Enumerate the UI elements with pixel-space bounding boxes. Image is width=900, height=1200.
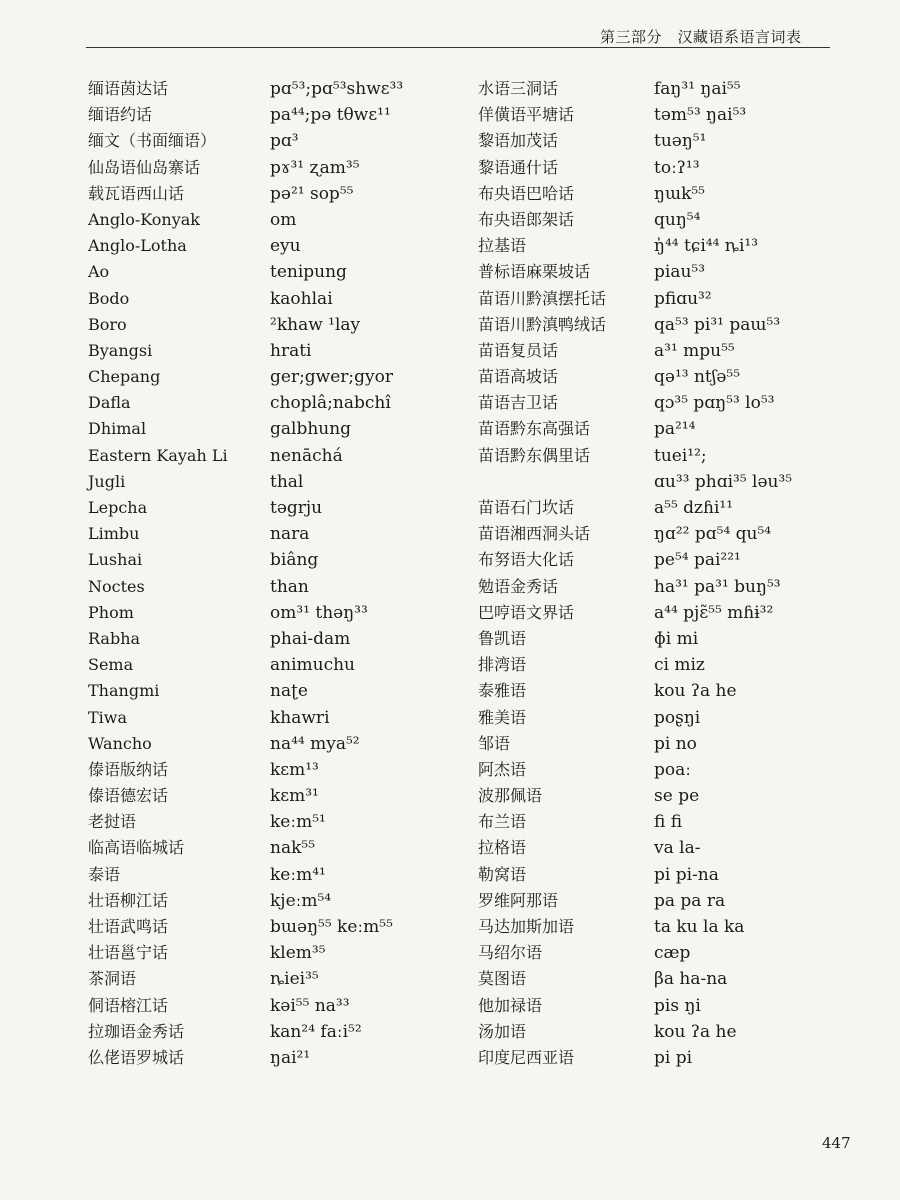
word-form: pɑ⁵³;pɑ⁵³shwɛ³³	[270, 79, 404, 99]
language-name: 傣语德宏话	[88, 786, 169, 806]
word-form: biâng	[270, 550, 319, 571]
language-name: Dafla	[88, 393, 131, 413]
word-form: keːm⁵¹	[270, 812, 326, 833]
language-name: 佯僙语平塘话	[478, 105, 575, 125]
word-form: kou ʔa he	[654, 1021, 737, 1042]
word-form: phai-dam	[270, 628, 351, 649]
language-name: Byangsi	[88, 340, 153, 360]
word-form: ta ku la ka	[654, 917, 745, 937]
language-name: Rabha	[88, 628, 141, 648]
word-form: va la-	[654, 838, 701, 859]
language-name: 缅文（书面缅语）	[88, 131, 217, 151]
word-form: a³¹ mpu⁵⁵	[654, 340, 735, 361]
language-name: Noctes	[88, 576, 145, 596]
word-form: βa ha-na	[654, 969, 728, 990]
language-name: 泰雅语	[478, 681, 527, 701]
page-number: 447	[822, 1134, 851, 1152]
language-name: 莫图语	[478, 969, 527, 989]
word-form: ȵiei³⁵	[270, 969, 319, 990]
word-form: pɤ³¹ ʐam³⁵	[270, 157, 360, 178]
language-name: 布央语巴哈话	[478, 183, 575, 203]
word-form: kou ʔa he	[654, 681, 737, 702]
word-form: nenāchá	[270, 445, 343, 466]
language-name: 勒窝语	[478, 864, 527, 884]
word-form: poaː	[654, 759, 691, 780]
language-name: Lushai	[88, 550, 143, 570]
language-name: 布央语郎架话	[478, 209, 575, 229]
language-name: Eastern Kayah Li	[88, 445, 228, 465]
language-name: 苗语石门坎话	[478, 498, 575, 517]
right-form-column	[654, 76, 854, 1071]
language-name: 拉格语	[478, 838, 527, 858]
word-form: tenipung	[270, 262, 347, 283]
language-name: 雅美语	[478, 707, 527, 727]
word-form: keːm⁴¹	[270, 864, 326, 885]
word-form: klem³⁵	[270, 943, 326, 964]
language-name: 汤加语	[478, 1021, 527, 1041]
language-name: Phom	[88, 602, 134, 622]
language-name: Bodo	[88, 288, 130, 308]
word-form: tuəŋ⁵¹	[654, 131, 707, 152]
language-name: 波那佩语	[478, 786, 543, 806]
language-name: 苗语黔东偶里话	[478, 445, 591, 465]
language-name: 他加禄语	[478, 995, 543, 1015]
language-name: Anglo-Konyak	[88, 209, 200, 229]
word-form: se pe	[654, 786, 700, 807]
word-form: poʂŋi	[654, 707, 701, 728]
word-form: khawri	[270, 707, 330, 728]
word-form: animuchu	[270, 655, 356, 676]
word-form: kɛm¹³	[270, 759, 319, 780]
word-form: quŋ⁵⁴	[654, 209, 701, 230]
word-form: təgrju	[270, 498, 323, 518]
word-form: kɛm³¹	[270, 786, 319, 807]
language-name: Thangmi	[88, 681, 160, 701]
language-name: 黎语加茂话	[478, 131, 559, 151]
language-name: 勉语金秀话	[478, 576, 559, 596]
word-form: pa pa ra	[654, 890, 726, 911]
word-form: hrati	[270, 340, 312, 361]
language-name: 罗维阿那语	[478, 890, 559, 910]
language-name: Boro	[88, 314, 127, 334]
language-name: Anglo-Lotha	[88, 236, 187, 256]
language-name: 临高语临城话	[88, 838, 185, 858]
language-name: Limbu	[88, 524, 140, 544]
word-form: toːʔ¹³	[654, 157, 700, 178]
word-form: ŋai²¹	[270, 1047, 311, 1068]
language-name: 马绍尔语	[478, 943, 543, 963]
language-name: Chepang	[88, 367, 161, 387]
word-form: bɯəŋ⁵⁵ keːm⁵⁵	[270, 917, 393, 937]
language-name: 马达加斯加语	[478, 917, 575, 936]
language-name: Dhimal	[88, 419, 147, 439]
word-form: choplâ;nabchî	[270, 393, 391, 414]
word-form: ŋɯk⁵⁵	[654, 183, 705, 204]
word-form: thal	[270, 471, 304, 492]
word-form: than	[270, 576, 309, 597]
language-name: 巴哼语文界话	[478, 602, 575, 622]
word-form: pa²¹⁴	[654, 419, 696, 440]
word-form: ɸi mi	[654, 628, 699, 649]
word-form: na⁴⁴ mya⁵²	[270, 733, 360, 754]
word-form: pa⁴⁴;pə tθwɛ¹¹	[270, 105, 391, 126]
word-form: tuei¹²;	[654, 445, 707, 466]
word-form: kan²⁴ faːi⁵²	[270, 1021, 362, 1042]
language-name: 苗语川黔滇摆托话	[478, 288, 607, 308]
language-name: Sema	[88, 655, 134, 675]
language-name: Jugli	[88, 471, 126, 491]
language-name: Lepcha	[88, 498, 148, 517]
language-name: 茶洞语	[88, 969, 137, 989]
language-name: 普标语麻栗坡话	[478, 262, 591, 282]
word-form: cæp	[654, 943, 691, 964]
word-form: om	[270, 209, 297, 230]
word-form: om³¹ thəŋ³³	[270, 602, 368, 623]
language-name: 壮语柳江话	[88, 890, 169, 910]
word-form: kaohlai	[270, 288, 333, 309]
word-form: nak⁵⁵	[270, 838, 316, 859]
language-name: 仙岛语仙岛寨话	[88, 157, 201, 177]
word-form: ŋ̍⁴⁴ tɕi⁴⁴ ȵi¹³	[654, 236, 759, 257]
header-rule	[86, 47, 830, 48]
language-name: 拉基语	[478, 236, 527, 256]
word-form: qɔ³⁵ pɑŋ⁵³ lo⁵³	[654, 393, 775, 414]
word-form: pɑ³	[270, 131, 299, 152]
left-language-column	[88, 76, 258, 1071]
word-form: piau⁵³	[654, 262, 706, 283]
language-name: 壮语邕宁话	[88, 943, 169, 963]
language-name: 老挝语	[88, 812, 137, 832]
word-form: fi fi	[654, 812, 683, 833]
language-name: Wancho	[88, 733, 152, 753]
language-name: 邹语	[478, 733, 511, 753]
word-form: a⁵⁵ dzɦi¹¹	[654, 498, 734, 518]
word-form: ²khaw ¹lay	[270, 314, 361, 335]
word-form: ŋɑ²² pɑ⁵⁴ qu⁵⁴	[654, 524, 772, 545]
language-name: 鲁凯语	[478, 628, 527, 648]
language-name: 印度尼西亚语	[478, 1047, 575, 1067]
word-form: pi no	[654, 733, 697, 754]
language-name: 苗语川黔滇鸭绒话	[478, 314, 607, 334]
word-form: pfiɑu³²	[654, 288, 712, 309]
language-name: 侗语榕江话	[88, 995, 169, 1015]
word-form: ɑu³³ phɑi³⁵ ləu³⁵	[654, 471, 793, 492]
word-form: ger;gwer;gyor	[270, 367, 393, 388]
word-form: galbhung	[270, 419, 352, 440]
language-name: 苗语复员话	[478, 340, 559, 360]
word-form: pi pi-na	[654, 864, 719, 885]
running-header: 第三部分 汉藏语系语言词表	[600, 28, 802, 46]
word-form: naʈe	[270, 681, 308, 702]
word-form: pis ŋi	[654, 995, 701, 1016]
language-name: Tiwa	[88, 707, 128, 727]
language-name: 阿杰语	[478, 759, 527, 779]
left-form-column	[270, 76, 460, 1071]
language-name: 缅语约话	[88, 105, 153, 125]
language-name: 泰语	[88, 864, 121, 884]
word-form: ha³¹ pa³¹ buŋ⁵³	[654, 576, 781, 597]
language-name: 苗语吉卫话	[478, 393, 559, 413]
language-name: 壮语武鸣话	[88, 917, 169, 936]
language-name: 傣语版纳话	[88, 759, 169, 779]
word-form: kjeːm⁵⁴	[270, 890, 332, 911]
language-name: 苗语黔东高强话	[478, 419, 591, 439]
language-name: 水语三洞话	[478, 79, 559, 98]
language-name: 布兰语	[478, 812, 527, 832]
right-language-column	[478, 76, 638, 1071]
word-form: faŋ³¹ ŋai⁵⁵	[654, 79, 741, 99]
language-name: 布努语大化话	[478, 550, 575, 570]
language-name: Ao	[88, 262, 110, 282]
language-name: 缅语茵达话	[88, 79, 169, 98]
word-form: kəi⁵⁵ na³³	[270, 995, 350, 1016]
word-form: pe⁵⁴ pai²²¹	[654, 550, 741, 571]
word-form: təm⁵³ ŋai⁵³	[654, 105, 747, 126]
language-name: 拉珈语金秀话	[88, 1021, 185, 1041]
word-form: nara	[270, 524, 310, 545]
word-form: qə¹³ ntʃə⁵⁵	[654, 367, 741, 388]
language-name: 排湾语	[478, 655, 527, 675]
word-form: ci miz	[654, 655, 705, 676]
language-name: 苗语湘西洞头话	[478, 524, 591, 544]
word-form: pə²¹ sop⁵⁵	[270, 183, 354, 204]
word-form: a⁴⁴ pjɛ̃⁵⁵ mɦɨ³²	[654, 602, 774, 623]
word-form: qa⁵³ pi³¹ paɯ⁵³	[654, 314, 781, 335]
language-name: 载瓦语西山话	[88, 183, 185, 203]
language-name: 苗语高坡话	[478, 367, 559, 387]
language-name: 仫佬语罗城话	[88, 1047, 185, 1067]
language-name	[478, 469, 638, 495]
language-name: 黎语通什话	[478, 157, 559, 177]
word-form: pi pi	[654, 1047, 693, 1068]
word-form: eyu	[270, 236, 301, 257]
